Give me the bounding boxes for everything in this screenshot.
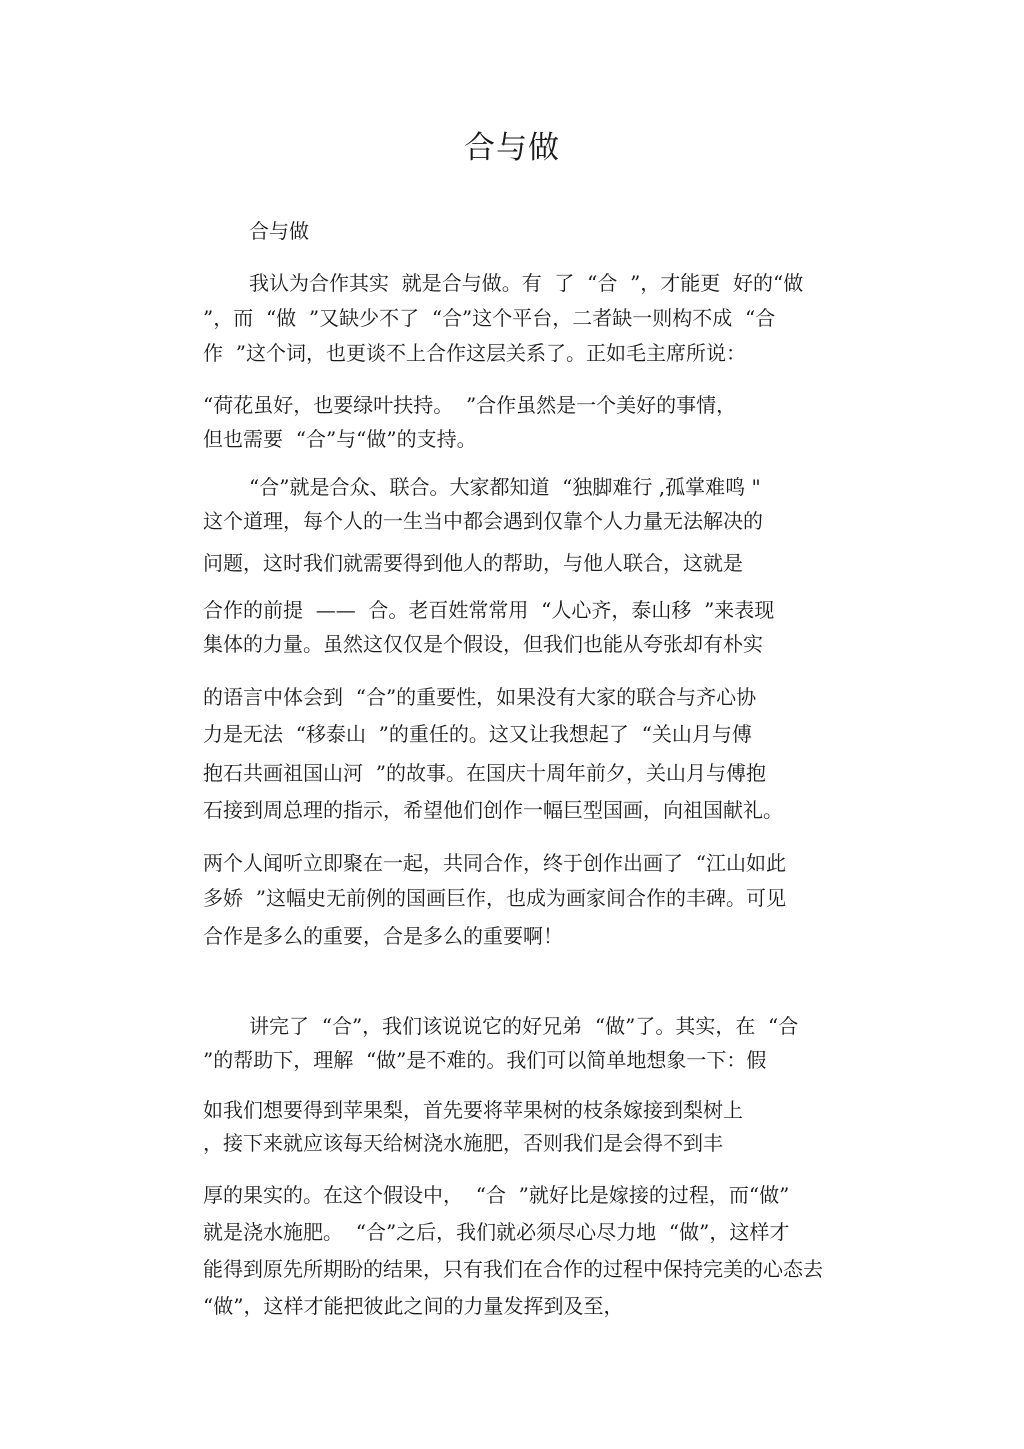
text-line: ”的帮助下，理解 “做”是不难的。我们可以简单地想象一下：假 (203, 1048, 767, 1072)
text-line: 合作的前提 —— 合。老百姓常常用 “人心齐，泰山移 ”来表现 (203, 598, 775, 622)
text-line: 但也需要 “合”与“做”的支持。 (203, 427, 477, 451)
text-line: 石接到周总理的指示，希望他们创作一幅巨型国画，向祖国献礼。 (203, 798, 783, 822)
text-line: 的语言中体会到 “合”的重要性，如果没有大家的联合与齐心协 (203, 685, 757, 709)
text-line: 就是浇水施肥。 “合”之后，我们就必须尽心尽力地 “做”，这样才 (203, 1220, 790, 1244)
text-line: 力是无法 “移泰山 ”的重任的。这又让我想起了 “关山月与傅 (203, 722, 752, 746)
text-line: “合”就是合众、联合。大家都知道 “独脚难行 ,孤掌难鸣 " (249, 475, 761, 499)
text-line: 两个人闻听立即聚在一起，共同合作，终于创作出画了 “江山如此 (203, 851, 786, 875)
text-line: 问题，这时我们就需要得到他人的帮助，与他人联合，这就是 (203, 551, 743, 575)
text-line: 合与做 (249, 219, 309, 243)
text-line: 多娇 ”这幅史无前例的国画巨作，也成为画家间合作的丰碑。可见 (203, 886, 786, 910)
text-line: 能得到原先所期盼的结果，只有我们在合作的过程中保持完美的心态去 (203, 1257, 823, 1281)
text-line: 合作是多么的重要，合是多么的重要啊！ (203, 924, 563, 948)
text-line: 如我们想要得到苹果梨，首先要将苹果树的枝条嫁接到梨树上 (203, 1098, 743, 1122)
text-line: “荷花虽好，也要绿叶扶持。 ”合作虽然是一个美好的事情， (203, 393, 737, 417)
text-line: ，接下来就应该每天给树浇水施肥，否则我们是会得不到丰 (203, 1131, 723, 1155)
text-line: ”，而 “做 ”又缺少不了 “合”这个平台，二者缺一则构不成 “合 (203, 306, 776, 330)
text-line: “做”，这样才能把彼此之间的力量发挥到及至， (203, 1294, 624, 1318)
text-line: 集体的力量。虽然这仅仅是个假设，但我们也能从夸张却有朴实 (203, 632, 763, 656)
text-line: 我认为合作其实 就是合与做。有 了 “合 ”，才能更 好的“做 (249, 271, 804, 295)
document-title: 合与做 (464, 130, 560, 166)
text-line: 讲完了 “合”，我们该说说它的好兄弟 “做”了。其实，在 “合 (249, 1014, 799, 1038)
text-line: 厚的果实的。在这个假设中， “合 ”就好比是嫁接的过程，而“做” (203, 1183, 790, 1207)
text-line: 这个道理，每个人的一生当中都会遇到仅靠个人力量无法解决的 (203, 509, 763, 533)
text-line: 抱石共画祖国山河 ”的故事。在国庆十周年前夕，关山月与傅抱 (203, 761, 766, 785)
text-line: 作 ”这个词，也更谈不上合作这层关系了。正如毛主席所说： (203, 341, 746, 365)
